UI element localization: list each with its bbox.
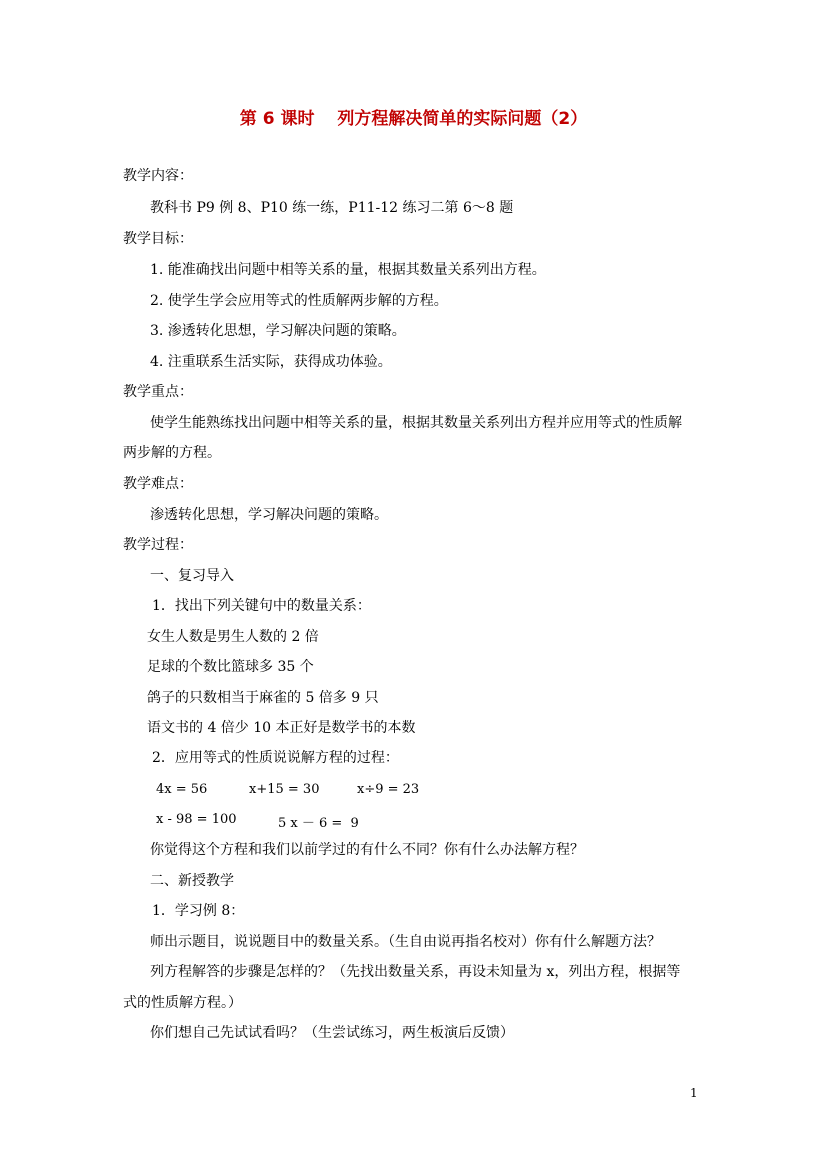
page-number: 1 [690, 1086, 698, 1100]
relation-item: 鸽子的只数相当于麻雀的 5 倍多 9 只 [147, 690, 379, 706]
equation: 4x = 56 [156, 782, 208, 797]
goals-heading: 教学目标： [123, 231, 193, 247]
process-heading: 教学过程： [123, 537, 193, 553]
step3-text: 1．学习例 8： [152, 903, 245, 919]
content-heading: 教学内容： [123, 168, 193, 184]
relation-item: 语文书的 4 倍少 10 本正好是数学书的本数 [147, 720, 416, 736]
key-text-line1: 使学生能熟练找出问题中相等关系的量，根据其数量关系列出方程并应用等式的性质解 [150, 415, 682, 431]
key-text-line2: 两步解的方程。 [123, 445, 221, 461]
content-text: 教科书 P9 例 8、P10 练一练，P11-12 练习二第 6～8 题 [150, 200, 514, 216]
goal-item: 4. 注重联系生活实际，获得成功体验。 [150, 354, 392, 370]
question-text: 你觉得这个方程和我们以前学过的有什么不同？你有什么办法解方程？ [150, 842, 584, 858]
step2-text: 2．应用等式的性质说说解方程的过程： [152, 750, 399, 766]
part1-heading: 一、复习导入 [150, 568, 234, 584]
goal-item: 3. 渗透转化思想，学习解决问题的策略。 [150, 323, 406, 339]
difficult-heading: 教学难点： [123, 476, 193, 492]
equation: x÷9 = 23 [357, 782, 420, 797]
teacher-line: 列方程解答的步骤是怎样的？（先找出数量关系，再设未知量为 x，列出方程，根据等 [150, 964, 681, 980]
lesson-title: 第 6 课时 列方程解决简单的实际问题（2） [239, 109, 588, 129]
part2-heading: 二、新授教学 [150, 873, 234, 889]
goal-item: 2. 使学生学会应用等式的性质解两步解的方程。 [150, 293, 448, 309]
relation-item: 足球的个数比篮球多 35 个 [147, 659, 314, 675]
teacher-line: 师出示题目，说说题目中的数量关系。（生自由说再指名校对）你有什么解题方法？ [150, 934, 661, 950]
key-heading: 教学重点： [123, 384, 193, 400]
goal-item: 1. 能准确找出问题中相等关系的量，根据其数量关系列出方程。 [150, 262, 546, 278]
equation: x - 98 = 100 [156, 812, 237, 827]
teacher-line: 式的性质解方程。） [123, 995, 242, 1011]
relation-item: 女生人数是男生人数的 2 倍 [147, 629, 319, 645]
equation: x+15 = 30 [249, 782, 320, 797]
difficult-text: 渗透转化思想，学习解决问题的策略。 [150, 507, 388, 523]
equation: 5 x － 6 = 9 [278, 816, 359, 831]
step1-text: 1．找出下列关键句中的数量关系： [152, 598, 371, 614]
teacher-line: 你们想自己先试试看吗？（生尝试练习，两生板演后反馈） [150, 1025, 514, 1041]
